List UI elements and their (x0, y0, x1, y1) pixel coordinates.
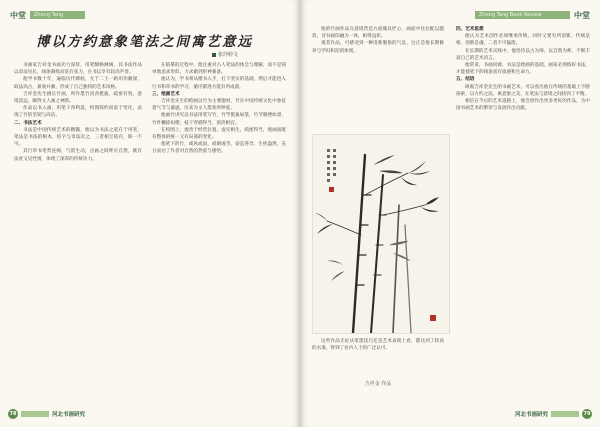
left-header-bar (30, 11, 85, 19)
paragraph: 相信在今后的艺术道路上，他会创作出更多更好的作品，为中国书画艺术的繁荣与发展作出贡献。 (456, 99, 590, 112)
right-footer-bar (551, 411, 579, 417)
right-header (475, 8, 590, 22)
paragraph: 他画竹讲究以书法用笔写竹，竹竿挺拔如篆，竹节顿挫如隶，竹叶撇捺如楷，枝干穿插得当，浓淡相宜。 (152, 113, 286, 126)
left-page-number: 78 (9, 411, 17, 417)
author-marker-icon (212, 53, 216, 57)
left-header-brand: 中堂 (10, 9, 26, 20)
right-column-2 (456, 26, 590, 388)
paragraph: 书法是中国传统艺术的精髓，他以为书法之道在于用笔，笔法是书法的根本，结字与章法次之，三者相互依存，缺一不可。 (14, 127, 142, 148)
paragraph: 他的竹画作品在意境营造方面颇具匠心，画面中往往配以题款，诗书画印融为一体，相得益彰。 (312, 27, 444, 40)
right-footer-name: 河北书画研究 (514, 412, 548, 418)
bamboo-painting (312, 134, 450, 334)
section-heading: 五、结语 (456, 77, 475, 83)
paragraph: 作品以书入画，用笔干净利落，构图简约而富于变化，表现了竹的坚韧与高洁。 (14, 106, 142, 119)
section-heading: 二、书法艺术 (14, 120, 42, 126)
left-header-tag: Zhong Tang (34, 12, 64, 18)
paragraph: 他认为艺术创作必须继承传统，同时又要有所创新，传统是根，创新是魂，二者不可偏废。 (456, 34, 590, 47)
paragraph: 吉祥金先生擅长竹画，所作墨竹清劲挺拔，疏密有致，意境清远，颇得文人画之神韵。 (14, 91, 142, 105)
paragraph: 纵观吉祥金先生的书画艺术，可以看出他在传统的基础上不断探索，以方约之法，寓意象之美，在笔法与意境之间找到了平衡。 (456, 84, 590, 97)
section-heading: 四、艺术思想 (456, 27, 484, 32)
right-page-number: 79 (583, 411, 591, 417)
left-column-1 (14, 62, 142, 395)
paragraph: 在构图上，他善于经营位置，虚实相生，疏密得当，使画面既有整体的统一又有局部的变化。 (152, 127, 286, 141)
paragraph: 在长期的艺术实践中，他坚持以古为师、以自然为师，不断丰富自己的艺术语言。 (456, 48, 590, 61)
paragraph: 书画家吉祥金书画功力深厚，用笔酣畅淋漓，其书法作品以章法见长，线条凝练而富有张力，在书坛享有较高声誉。 (14, 63, 142, 76)
right-header-bar (475, 11, 570, 19)
paragraph: 他笔下的竹，或风或雨，或晴或雪，姿态各异，生机盎然，充分表达了作者对自然的热爱与感悟。 (152, 142, 286, 155)
right-footer (515, 409, 592, 419)
left-footer (8, 409, 85, 419)
author-name: 张玲婷文 (218, 52, 239, 58)
paragraph: 他认为，学书须从楷书入手，打下坚实的基础，然后才能进入行书和草书的学习，循序渐进方能有所成就。 (152, 77, 286, 90)
section-heading: 三、绘画艺术 (152, 91, 180, 97)
bamboo-ink-icon (313, 135, 449, 333)
paragraph: 观其作品，可感受到一种清新脱俗的气息，这正是他长期修养与学识积淀的体现。 (312, 41, 444, 54)
article-title: 博以方约意象笔法之间寓艺意远 (36, 34, 253, 50)
right-column-1 (312, 26, 444, 130)
paragraph: 其行草书笔势连绵，气韵生动，点画之间呼应自然，既有法度又见性情，体现了深厚的传统功力。 (14, 149, 142, 162)
paragraph: 他学书数十年，遍临历代碑帖，尤于二王一路用功颇深，取法高古，兼收并蓄，形成了自己独特的艺术风格。 (14, 77, 142, 90)
left-column-2 (152, 62, 286, 395)
painting-caption: 吉祥金 作品 (364, 381, 392, 387)
right-header-tag: Zhong Tang Book Review (479, 12, 542, 18)
left-footer-bar (21, 411, 49, 417)
left-header (10, 8, 85, 22)
left-footer-name: 河北书画研究 (52, 412, 86, 418)
right-page (300, 0, 600, 427)
paragraph: 吉祥金先生的绘画以竹为主要题材，竹在中国传统文化中象征着气节与谦逊，历来为文人墨客所钟爱。 (152, 99, 286, 112)
right-header-brand: 中堂 (574, 9, 590, 20)
article-author (212, 51, 238, 58)
paragraph: 他常说，书画同源，书法是绘画的基础，画家必须练好书法，才能使笔下的线条富有质感和生命力。 (456, 63, 590, 76)
paragraph: 在临摹的过程中，他注重对古人笔法的体会与理解，而不是简单地追求形似，力求做到形神兼备。 (152, 63, 286, 76)
paragraph: 这些作品无论从笔墨技巧还是艺术表现上看，都达到了较高的水准，得到了业内人士的广泛认可。 (312, 339, 444, 352)
